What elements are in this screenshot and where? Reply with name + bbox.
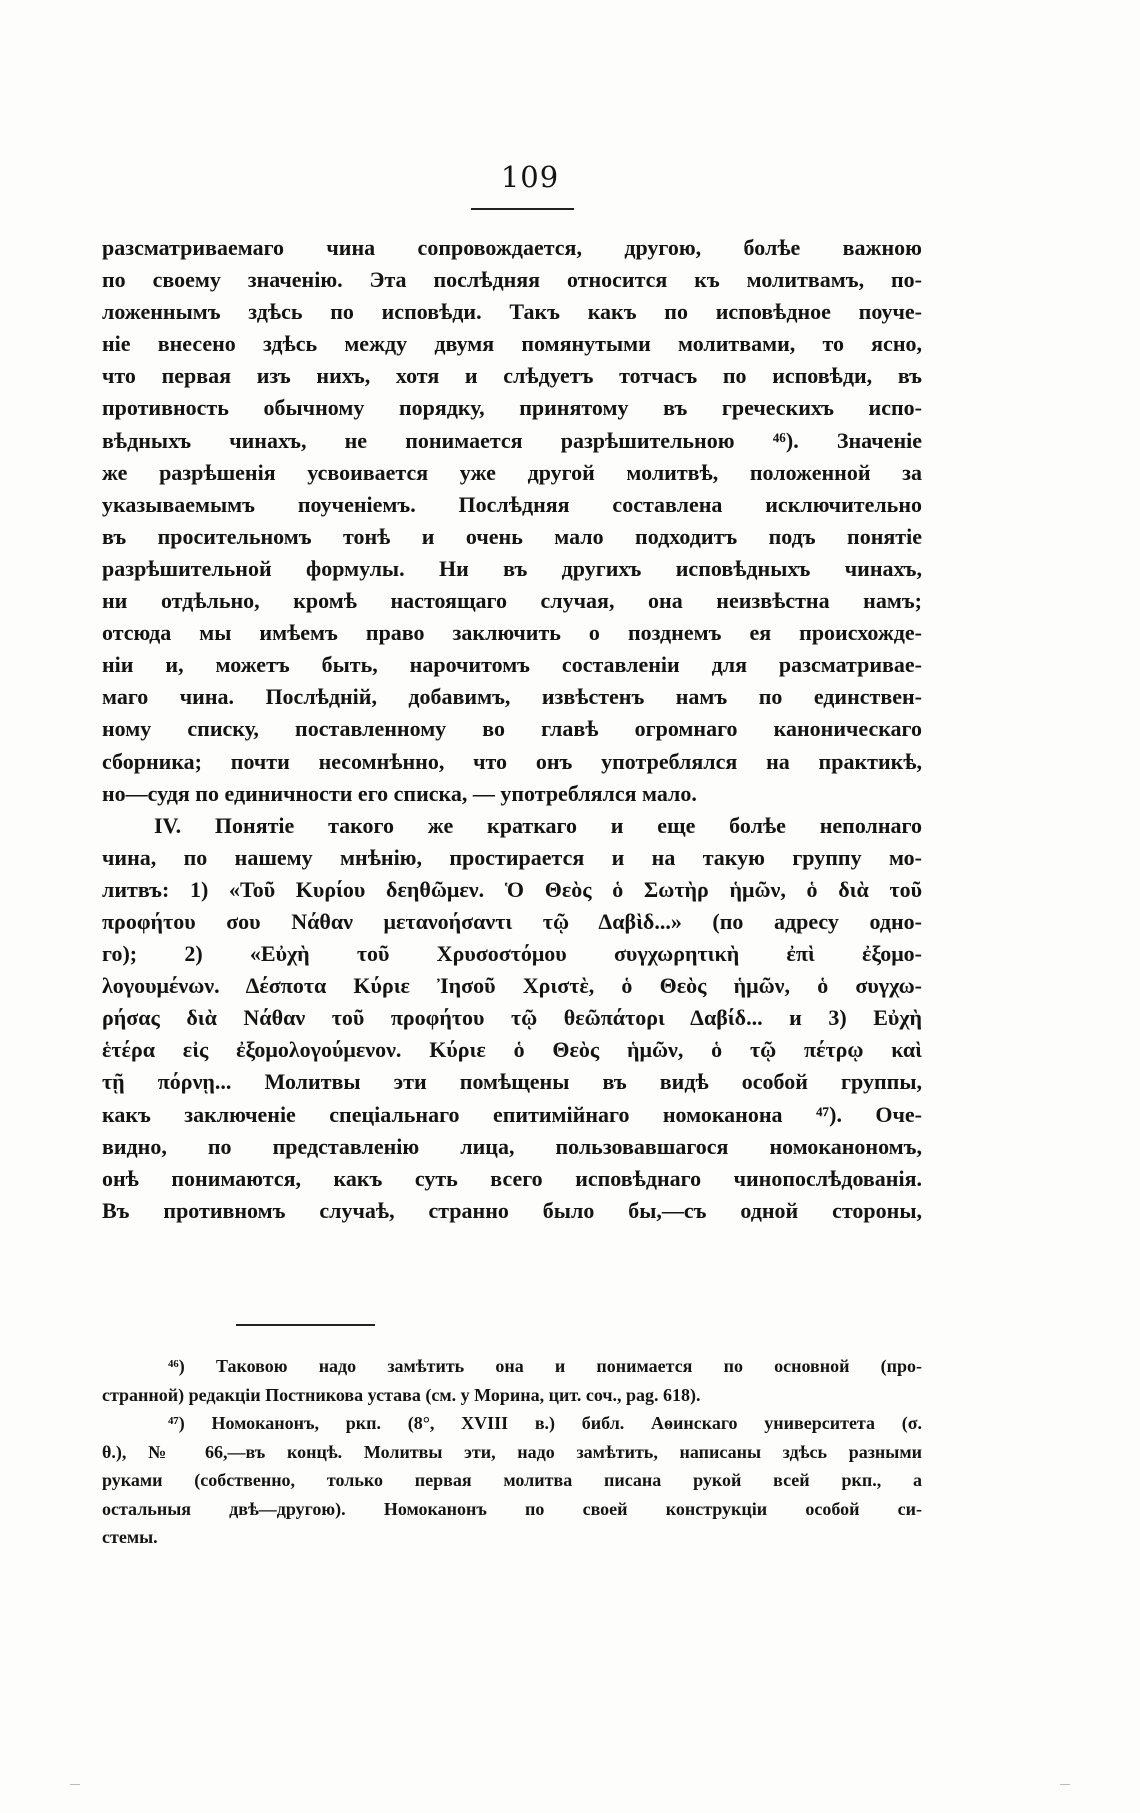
body-line: ложеннымъ здѣсь по исповѣди. Такъ какъ по исповѣдное поуче- [102, 299, 922, 325]
body-line: противность обычному порядку, принятому въ греческихъ испо- [102, 395, 922, 421]
body-line: λογουμένων. Δέσποτα Κύριε Ἰησοῦ Χριστὲ, ὁ Θεὸς ἡμῶν, ὁ συγχω- [102, 973, 922, 999]
body-line: ρήσας διὰ Νάθαν τοῦ προφήτου τῷ θεῶπάτορι Δαβίδ... и 3) Εὐχὴ [102, 1005, 922, 1031]
body-line: указываемымъ поученіемъ. Послѣдняя составлена исключительно [102, 491, 922, 517]
footnote-47-line: руками (собственно, только первая молитва писана рукой всей ркп., а [102, 1470, 922, 1490]
paragraph-start-line: IV. Понятіе такого же краткаго и еще болѣе неполнаго [154, 812, 922, 838]
body-line: чина, по нашему мнѣнію, простирается и на такую группу мо- [102, 844, 922, 870]
body-line: ному списку, поставленному во главѣ огромнаго каноническаго [102, 716, 922, 742]
body-line: τῇ πόρνῃ... Молитвы эти помѣщены въ видѣ особой группы, [102, 1069, 922, 1095]
footnote-46-line: ⁴⁶) Таковою надо замѣтить она и понимается по основной (про- [168, 1356, 922, 1376]
body-line: го); 2) «Εὐχὴ τοῦ Χρυσοστόμου συγχωρητικὴ ἐπὶ ἐξομο- [102, 941, 922, 967]
body-line: вѣдныхъ чинахъ, не понимается разрѣшительною ⁴⁶). Значеніе [102, 427, 922, 453]
body-line: что первая изъ нихъ, хотя и слѣдуетъ тотчасъ по исповѣди, въ [102, 363, 922, 389]
body-line: ἑτέρα εἰς ἐξομολογούμενον. Κύριε ὁ Θεὸς ἡμῶν, ὁ τῷ πέτρῳ καὶ [102, 1037, 922, 1063]
body-line: въ просительномъ тонѣ и очень мало подходитъ подъ понятіе [102, 523, 922, 549]
footnote-46-line: странной) редакціи Постникова устава (см. у Морина, цит. соч., pag. 618). [102, 1384, 701, 1405]
body-line: ни отдѣльно, кромѣ настоящаго случая, она неизвѣстна намъ; [102, 588, 922, 614]
body-line: по своему значенію. Эта послѣдняя относится къ молитвамъ, по- [102, 267, 922, 293]
body-line: ніе внесено здѣсь между двумя помянутыми молитвами, то ясно, [102, 331, 922, 357]
footnote-47-line: θ.), № 66,—въ концѣ. Молитвы эти, надо замѣтить, написаны здѣсь разными [102, 1441, 922, 1462]
footnotes [102, 1352, 922, 1552]
page-number: 109 [500, 160, 560, 194]
scan-edge-mark [70, 1784, 80, 1785]
body-line: προφήτου σου Νάθαν μετανοήσαντι τῷ Δαβὶδ...» (по адресу одно- [102, 908, 922, 934]
body-line: ніи и, можетъ быть, нарочитомъ составленіи для разсматривае- [102, 652, 922, 678]
body-line: онѣ понимаются, какъ суть всего исповѣднаго чинопослѣдованія. [102, 1165, 922, 1191]
body-text [102, 232, 922, 1227]
body-line: но—судя по единичности его списка, — употреблялся мало. [102, 780, 697, 806]
body-line: маго чина. Послѣдній, добавимъ, извѣстенъ намъ по единствен- [102, 684, 922, 710]
body-line: отсюда мы имѣемъ право заключить о позднемъ ея происхожде- [102, 620, 922, 646]
header-rule [471, 208, 574, 210]
body-line: Въ противномъ случаѣ, странно было бы,—съ одной стороны, [102, 1197, 922, 1223]
body-line: разсматриваемаго чина сопровождается, другою, болѣе важною [102, 235, 922, 260]
body-line: же разрѣшенія усвоивается уже другой молитвѣ, положенной за [102, 459, 922, 485]
body-line: сборника; почти несомнѣнно, что онъ употреблялся на практикѣ, [102, 748, 922, 774]
footnote-rule [236, 1324, 375, 1326]
body-line: литвъ: 1) «Τοῦ Κυρίου δεηθῶμεν. Ὁ Θεὸς ὁ Σωτὴρ ἡμῶν, ὁ διὰ τοῦ [102, 876, 922, 902]
body-line: какъ заключеніе спеціальнаго епитимійнаго номоканона ⁴⁷). Оче- [102, 1101, 922, 1127]
body-line: видно, по представленію лица, пользовавшагося номоканономъ, [102, 1133, 922, 1159]
scan-edge-mark [1060, 1784, 1070, 1785]
footnote-47-line: стемы. [102, 1527, 158, 1547]
footnote-47-line: ⁴⁷) Номоканонъ, ркп. (8°, XVIII в.) библ. Аѳинскаго университета (σ. [168, 1413, 922, 1433]
body-line: разрѣшительной формулы. Ни въ другихъ исповѣдныхъ чинахъ, [102, 555, 922, 581]
footnote-47-line: остальныя двѣ—другою). Номоканонъ по своей конструкціи особой си- [102, 1498, 922, 1519]
